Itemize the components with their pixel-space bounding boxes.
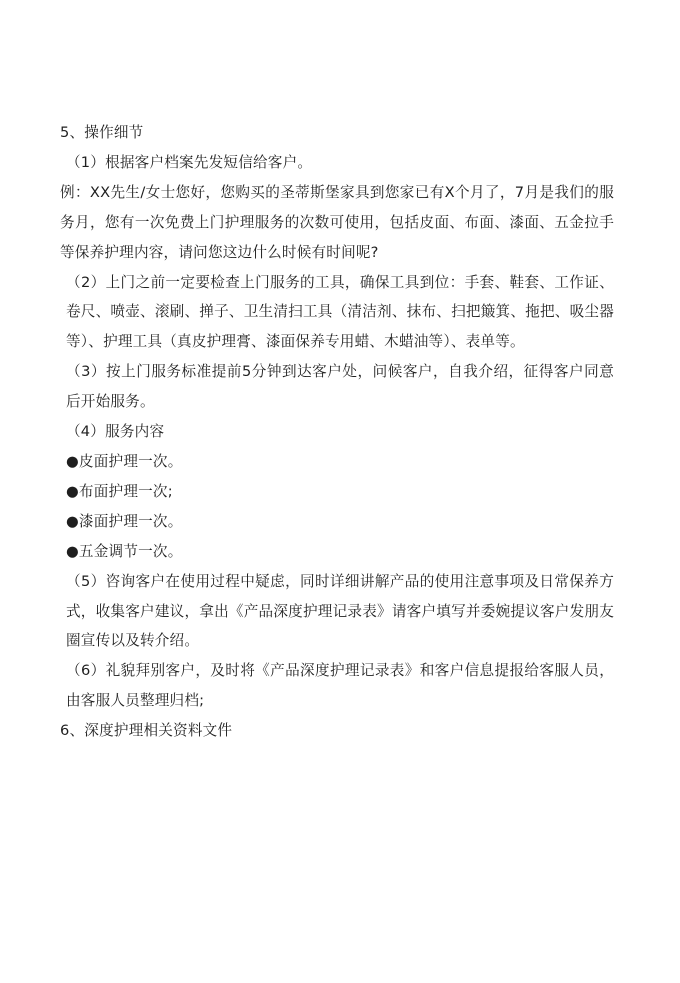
paragraph-item-3: （3）按上门服务标准提前5分钟到达客户处，问候客户，自我介绍，征得客户同意后开始服务。 (66, 363, 614, 411)
paragraph-item-2: （2）上门之前一定要检查上门服务的工具，确保工具到位：手套、鞋套、工作证、卷尺、喷壶、滚刷、掸子、卫生清扫工具（清洁剂、抹布、扫把簸箕、拖把、吸尘器等）、护理工具（真皮护理膏、漆面保养专用蜡、木蜡油等）、表单等。 (66, 273, 614, 351)
paragraph-item-5: （5）咨询客户在使用过程中疑虑，同时详细讲解产品的使用注意事项及日常保养方式，收集客户建议，拿出《产品深度护理记录表》请客户填写并委婉提议客户发朋友圈宣传以及转介绍。 (66, 572, 614, 650)
paragraph-item-4: （4）服务内容 (66, 423, 165, 441)
paragraph-item-1: （1）根据客户档案先发短信给客户。 (66, 153, 313, 171)
document-body (60, 118, 614, 746)
section-heading-5: 5、操作细节 (60, 124, 144, 141)
bullet-item-paint: ●漆面护理一次。 (66, 512, 183, 530)
paragraph-item-1-example: 例：XX先生/女士您好，您购买的圣蒂斯堡家具到您家已有X个月了，7月是我们的服务月，您有一次免费上门护理服务的次数可使用，包括皮面、布面、漆面、五金拉手等保养护理内容，请问您这边什么时候有时间呢? (60, 183, 614, 261)
bullet-item-hardware: ●五金调节一次。 (66, 542, 183, 560)
section-heading-6: 6、深度护理相关资料文件 (60, 722, 233, 740)
bullet-item-leather: ●皮面护理一次。 (66, 452, 183, 470)
paragraph-item-6: （6）礼貌拜别客户，及时将《产品深度护理记录表》和客户信息提报给客服人员，由客服人员整理归档; (66, 662, 614, 710)
bullet-item-fabric: ●布面护理一次; (66, 482, 173, 500)
